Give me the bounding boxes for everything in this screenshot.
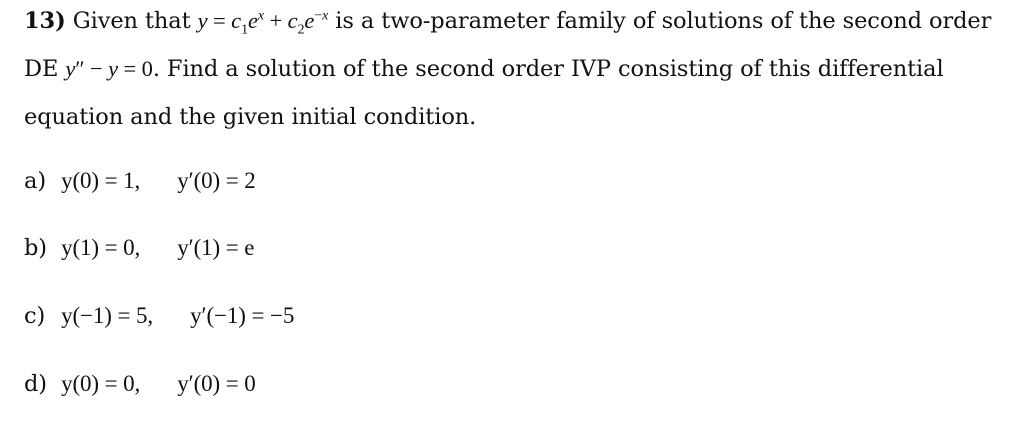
option-condition-2: y′(−1) = −5 [190,303,295,328]
option-b [24,235,254,261]
problem-intro-a: Given that [72,8,191,34]
option-letter: c) [24,303,46,329]
option-letter: a) [24,168,46,194]
option-condition-1: y(0) = 1, [61,168,141,193]
option-a [24,168,256,194]
option-letter: b) [24,235,47,261]
problem-intro-b: is a two-parameter family of solutions of the second order [335,8,992,34]
option-letter: d) [24,371,47,397]
option-condition-1: y(0) = 0, [61,371,141,396]
problem-line2-a: DE [24,56,59,82]
problem-line3: equation and the given initial condition. [24,104,477,130]
option-condition-2: y′(1) = e [177,235,255,260]
option-condition-2: y′(0) = 2 [177,168,256,193]
problem-line-2 [24,56,944,82]
problem-line-3 [24,104,476,130]
differential-equation: y″ − y = 0 [65,56,153,81]
option-condition-1: y(1) = 0, [61,235,141,260]
problem-number: 13) [24,8,66,34]
problem-line2-b: . Find a solution of the second order IVP consisting of this differential [152,56,944,82]
problem-document [24,0,1014,423]
option-condition-2: y′(0) = 0 [177,371,256,396]
option-d [24,371,256,397]
option-condition-1: y(−1) = 5, [61,303,154,328]
option-c [24,303,294,329]
problem-line-1 [24,8,992,38]
general-solution-formula: $y = c_1e^x + c_2e^{-x}$ [197,8,329,38]
